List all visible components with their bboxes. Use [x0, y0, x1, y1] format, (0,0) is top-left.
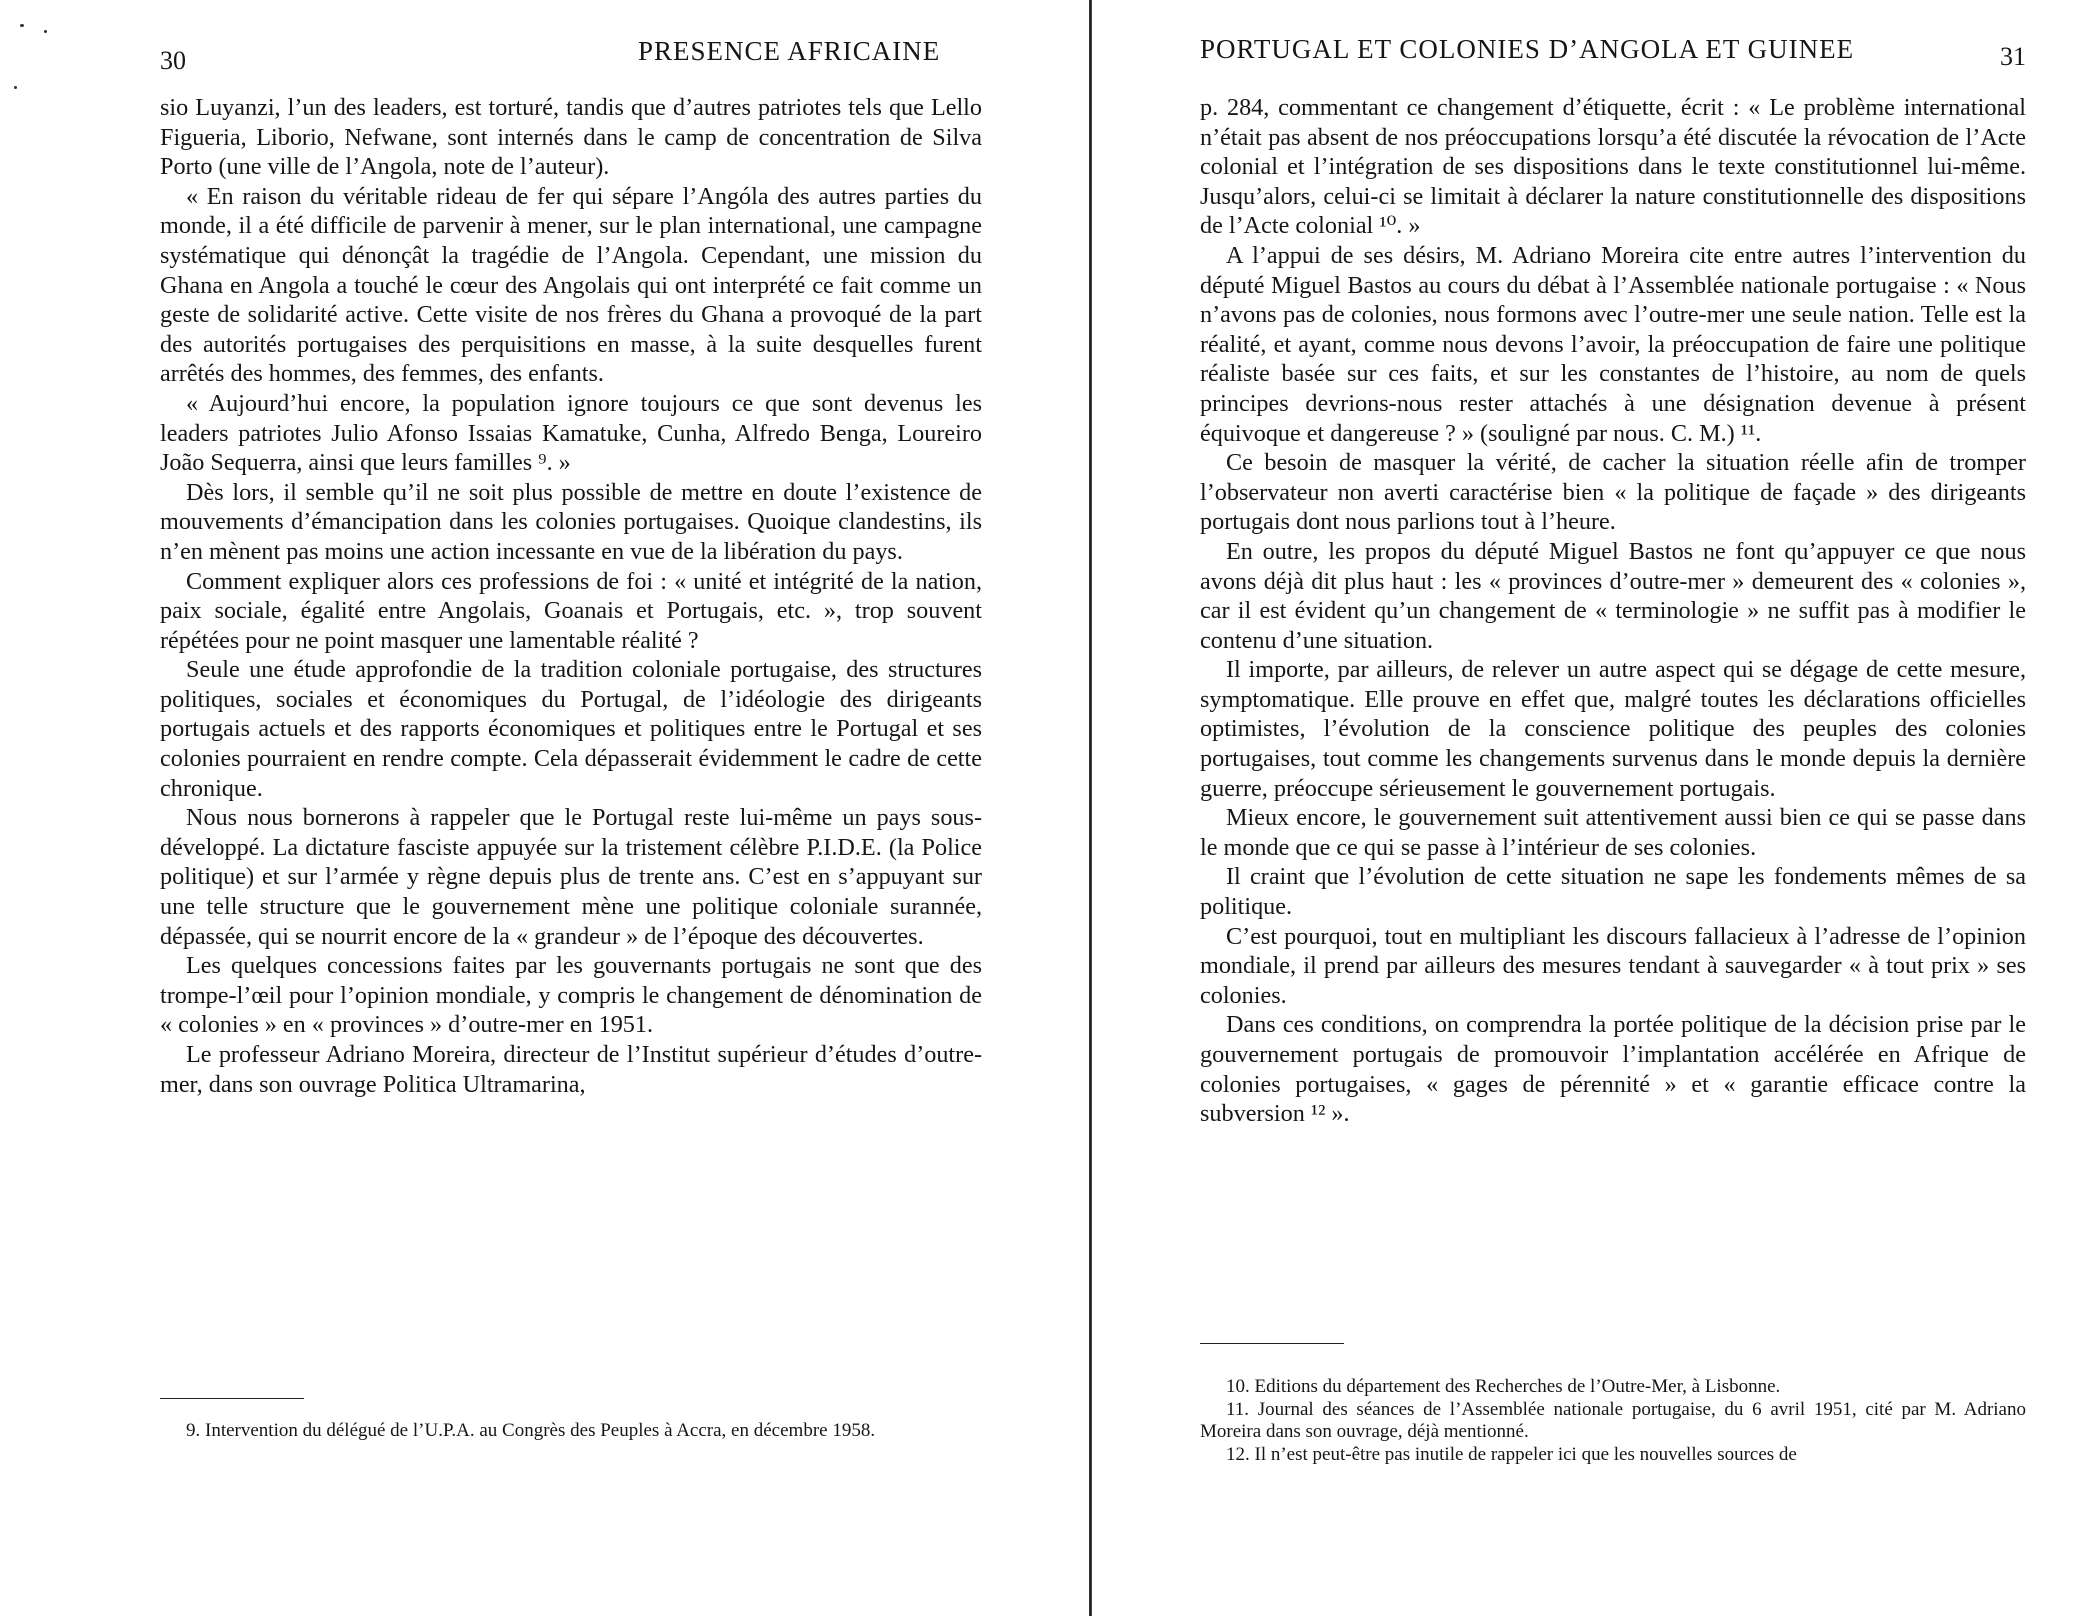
paragraph: sio Luyanzi, l’un des leaders, est torturé, tandis que d’autres patriotes tels que Lello Figueria, Liborio, Nefwane, sont internés dans le camp de concentration de Silva Porto (une ville de l’Angola, note de l’auteur). — [160, 94, 982, 181]
paragraph: C’est pourquoi, tout en multipliant les discours fallacieux à l’adresse de l’opinion mondiale, il prend par ailleurs des mesures tendant à sauvegarder « à tout prix » ses colonies. — [1200, 922, 2026, 1009]
paragraph: A l’appui de ses désirs, M. Adriano Moreira cite entre autres l’intervention du député Miguel Bastos au cours du débat à l’Assemblée nationale portugaise : « Nous n’avons pas de colonies, nous formons avec l’outre-mer une seule nation. Telle est la réalité, et ayant, comme nous devons l’avoir, la préoccupation de faire une politique réaliste basée sur ces faits, et sur les constantes de l’histoire, au nom de quels principes devrions-nous rester attachés à une désignation devenue à présent équivoque et dangereuse ? » (souligné par nous. C. M.) ¹¹. — [1200, 241, 2026, 447]
paragraph: Le professeur Adriano Moreira, directeur de l’Institut supérieur d’études d’outre-mer, dans son ouvrage Politica Ultramarina, — [160, 1041, 982, 1098]
paragraph: « Aujourd’hui encore, la population ignore toujours ce que sont devenus les leaders patriotes Julio Afonso Issaias Kamatuke, Cunha, Alfredo Benga, Loureiro João Sequerra, ainsi que leurs familles ⁹. » — [160, 389, 982, 477]
page-number: 30 — [160, 46, 186, 75]
paragraph: Il craint que l’évolution de cette situation ne sape les fondements mêmes de sa politique. — [1200, 863, 2026, 921]
paragraph: Dans ces conditions, on comprendra la portée politique de la décision prise par le gouvernement portugais de promouvoir l’implantation accélérée en Afrique de colonies portugaises, « gages de pérennité » et « garantie efficace contre la subversion ¹² ». — [1200, 1011, 2026, 1128]
running-head: PRESENCE AFRICAINE — [638, 36, 941, 66]
footnotes — [1200, 1376, 2026, 1466]
right-page — [1094, 0, 2096, 1616]
paragraph: « En raison du véritable rideau de fer qui sépare l’Angóla des autres parties du monde, il a été difficile de parvenir à mener, sur le plan international, une campagne systématique qui dénonçât la tragédie de l’Angola. Cependant, une mission du Ghana en Angola a touché le cœur des Angolais qui ont interprété ce fait comme un geste de solidarité active. Cette visite de nos frères du Ghana a provoqué de la part des autorités portugaises des perquisitions en masse, à la suite desquelles furent arrêtés des hommes, des femmes, des enfants. — [160, 182, 982, 388]
footnote: 12. Il n’est peut-être pas inutile de rappeler ici que les nouvelles sources de — [1226, 1443, 1797, 1465]
paragraph: Ce besoin de masquer la vérité, de cacher la situation réelle afin de tromper l’observateur non averti caractérise bien « la politique de façade » des dirigeants portugais dont nous parlions tout à l’heure. — [1200, 449, 2026, 536]
scan-speck — [44, 30, 47, 33]
paragraph: Comment expliquer alors ces professions de foi : « unité et intégrité de la nation, paix sociale, égalité entre Angolais, Goanais et Portugais, etc. », trop souvent répétées pour ne point masquer une lamentable réalité ? — [160, 567, 982, 654]
footnote-rule — [1200, 1343, 1344, 1344]
paragraph: En outre, les propos du député Miguel Bastos ne font qu’appuyer ce que nous avons déjà dit plus haut : les « provinces d’outre-mer » demeurent des « colonies », car il est évident qu’un changement de « terminologie » ne suffit pas à modifier le contenu d’une situation. — [1200, 537, 2026, 654]
footnote: 11. Journal des séances de l’Assemblée nationale portugaise, du 6 avril 1951, cité par M. Adriano Moreira dans son ouvrage, déjà mentionné. — [1200, 1398, 2026, 1442]
paragraph: Les quelques concessions faites par les gouvernants portugais ne sont que des trompe-l’œil pour l’opinion mondiale, y compris le changement de dénomination de « colonies » en « provinces » d’outre-mer en 1951. — [160, 952, 982, 1039]
paragraph: Nous nous bornerons à rappeler que le Portugal reste lui-même un pays sous-développé. La dictature fasciste appuyée sur la tristement célèbre P.I.D.E. (la Police politique) et sur l’armée y règne depuis plus de trente ans. C’est en s’appuyant sur une telle structure que le gouvernement mène une politique coloniale surannée, dépassée, qui se nourrit encore de la « grandeur » de l’époque des découvertes. — [160, 804, 982, 950]
book-gutter — [1089, 0, 1092, 1616]
footnotes — [160, 1420, 982, 1443]
scan-speck — [20, 24, 24, 27]
page-number: 31 — [2000, 42, 2026, 71]
footnote: 10. Editions du département des Recherches de l’Outre-Mer, à Lisbonne. — [1226, 1376, 1781, 1397]
paragraph: Seule une étude approfondie de la tradition coloniale portugaise, des structures politiques, sociales et économiques du Portugal, de l’idéologie des dirigeants portugais actuels et des rapports économiques et politiques entre le Portugal et ses colonies pourraient en rendre compte. Cela dépasserait évidemment le cadre de cette chronique. — [160, 656, 982, 802]
paragraph: Dès lors, il semble qu’il ne soit plus possible de mettre en doute l’existence de mouvements d’émancipation dans les colonies portugaises. Quoique clandestins, ils n’en mènent pas moins une action incessante en vue de la libération du pays. — [160, 478, 982, 565]
paragraph: Il importe, par ailleurs, de relever un autre aspect qui se dégage de cette mesure, symptomatique. Elle prouve en effet que, malgré toutes les déclarations officielles optimistes, l’évolution de la conscience politique des peuples des colonies portugaises, tout comme les changements survenus dans le monde depuis la dernière guerre, préoccupe sérieusement le gouvernement portugais. — [1200, 656, 2026, 802]
body-text — [1200, 93, 2026, 1129]
body-text — [160, 93, 982, 1099]
paragraph: Mieux encore, le gouvernement suit attentivement aussi bien ce qui se passe dans le monde que ce qui se passe à l’intérieur de ses colonies. — [1200, 804, 2026, 861]
paragraph: p. 284, commentant ce changement d’étiquette, écrit : « Le problème international n’était pas absent de nos préoccupations lorsqu’a été discutée la révocation de l’Acte colonial et l’intégration de ses dispositions dans le texte constitutionnel lui-même. Jusqu’alors, celui-ci se limitait à déclarer la nature constitutionnelle des dispositions de l’Acte colonial ¹⁰. » — [1200, 94, 2026, 240]
running-head: PORTUGAL ET COLONIES D’ANGOLA ET GUINEE — [1200, 34, 1855, 64]
footnote: 9. Intervention du délégué de l’U.P.A. au Congrès des Peuples à Accra, en décembre 1958. — [186, 1420, 876, 1441]
footnote-rule — [160, 1398, 304, 1399]
scan-speck — [14, 86, 17, 89]
